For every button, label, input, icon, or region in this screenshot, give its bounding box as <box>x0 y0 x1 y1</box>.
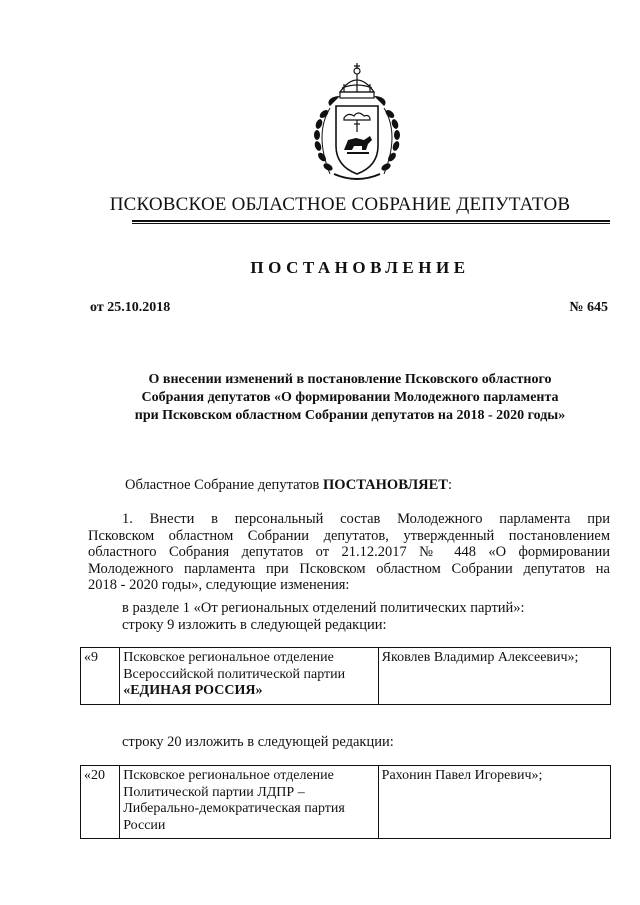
row9-intro: строку 9 изложить в следующей редакции: <box>122 617 387 633</box>
document-type: ПОСТАНОВЛЕНИЕ <box>250 258 470 277</box>
table-row9 <box>80 647 611 705</box>
paragraph-line: областного Собрания депутатов от 21.12.2017 № 448 «О формировании <box>88 544 610 560</box>
person-name-cell: Рахонин Павел Игоревич»; <box>378 766 610 839</box>
subject-line: О внесении изменений в постановление Псковского областного <box>148 372 552 387</box>
table-row <box>81 766 611 839</box>
subject-line: Собрания депутатов «О формировании Молодежного парламента <box>141 390 559 405</box>
person-name-cell: Яковлев Владимир Алексеевич»; <box>378 648 610 705</box>
section-reference: в разделе 1 «От региональных отделений политических партий»: <box>122 600 525 616</box>
organization-line: России <box>123 817 166 833</box>
organization-title: ПСКОВСКОЕ ОБЛАСТНОЕ СОБРАНИЕ ДЕПУТАТОВ <box>109 194 571 215</box>
party-name: «ЕДИНАЯ РОССИЯ» <box>123 683 263 698</box>
table-row20 <box>80 765 611 839</box>
document-number: № 645 <box>569 300 608 315</box>
paragraph-line: 2018 - 2020 годы», следующие изменения: <box>88 577 350 593</box>
organization-cell <box>120 766 378 839</box>
decree-prefix: Областное Собрание депутатов <box>125 477 324 493</box>
paragraph-1 <box>88 511 610 594</box>
row20-intro: строку 20 изложить в следующей редакции: <box>122 734 394 750</box>
organization-line: Всероссийской политической партии <box>123 666 346 682</box>
organization-line: Псковское региональное отделение <box>123 768 334 783</box>
paragraph-line: 1. Внести в персональный состав Молодежного парламента при <box>122 511 610 527</box>
row-number-cell: «9 <box>81 648 120 705</box>
paragraph-line: Псковском областном Собрании депутатов, утвержденный постановлением <box>88 527 610 544</box>
organization-line: Политической партии ЛДПР – <box>123 784 305 800</box>
subject-line: при Псковском областном Собрании депутатов на 2018 - 2020 годы» <box>134 408 566 423</box>
document-date: от 25.10.2018 <box>90 300 171 315</box>
title-underline-thin <box>132 223 610 224</box>
coat-of-arms-emblem <box>300 62 414 186</box>
document-subject <box>90 371 610 425</box>
paragraph-line: Молодежного парламента при Псковском областном Собрании депутатов на <box>88 560 610 577</box>
organization-line: Псковское региональное отделение <box>123 650 334 665</box>
decree-suffix: : <box>447 477 452 493</box>
organization-cell <box>120 648 378 705</box>
decree-keyword: ПОСТАНОВЛЯЕТ <box>323 477 448 493</box>
organization-line: Либерально-демократическая партия <box>123 801 345 816</box>
title-underline <box>132 220 610 222</box>
decree-statement <box>125 477 452 494</box>
table-row <box>81 648 611 705</box>
row-number-cell: «20 <box>81 766 120 839</box>
